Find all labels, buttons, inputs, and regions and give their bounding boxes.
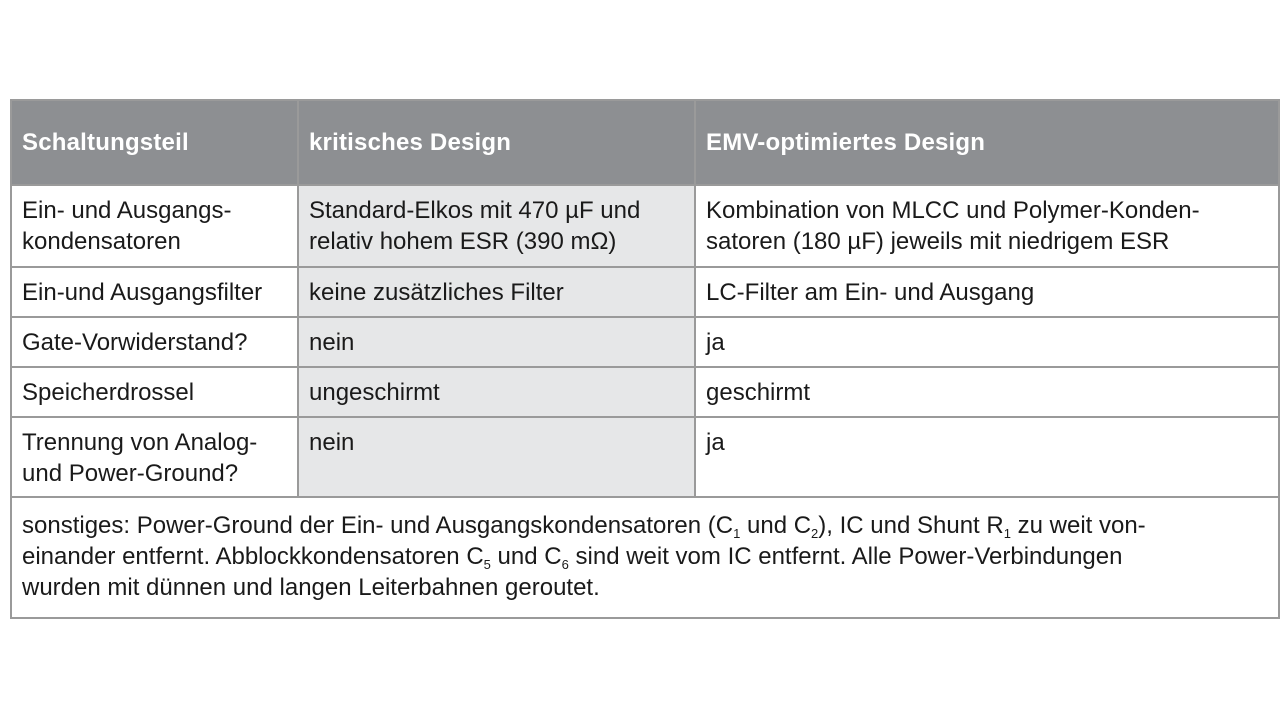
header-emv-optimiertes-design: EMV-optimiertes Design — [695, 100, 1279, 185]
cell-optimized: ja — [695, 417, 1279, 497]
cell-optimized: LC-Filter am Ein- und Ausgang — [695, 267, 1279, 317]
note-row — [11, 497, 1279, 618]
cell-critical: nein — [298, 417, 695, 497]
header-schaltungsteil: Schaltungsteil — [11, 100, 298, 185]
cell-critical: keine zusätzliches Filter — [298, 267, 695, 317]
cell-part: Ein-und Ausgangsfilter — [11, 267, 298, 317]
comparison-table — [10, 99, 1280, 619]
cell-part: Ein- und Ausgangs- kondensatoren — [11, 185, 298, 267]
table-row — [11, 367, 1279, 417]
note-line-1: sonstiges: Power-Ground der Ein- und Ausgangskondensatoren ($C_1$ und $C_2$), IC und Shunt $R_1$ zu weit von- — [22, 512, 1146, 541]
table-header-row — [11, 100, 1279, 185]
table-row — [11, 417, 1279, 497]
cell-critical: Standard-Elkos mit 470 µF und relativ hohem ESR (390 mΩ) — [298, 185, 695, 267]
cell-part: Speicherdrossel — [11, 367, 298, 417]
cell-optimized: geschirmt — [695, 367, 1279, 417]
table-row — [11, 317, 1279, 367]
note-cell — [11, 497, 1279, 618]
note-line-3: wurden mit dünnen und langen Leiterbahnen geroutet. — [22, 574, 600, 601]
header-kritisches-design: kritisches Design — [298, 100, 695, 185]
cell-optimized: Kombination von MLCC und Polymer-Konden- satoren (180 µF) jeweils mit niedrigem ESR — [695, 185, 1279, 267]
cell-part: Gate-Vorwiderstand? — [11, 317, 298, 367]
note-line-2: einander entfernt. Abblockkondensatoren $C_5$ und $C_6$ sind weit vom IC entfernt. Alle Power-Verbindungen — [22, 543, 1123, 572]
cell-critical: nein — [298, 317, 695, 367]
cell-critical: ungeschirmt — [298, 367, 695, 417]
table-row — [11, 185, 1279, 267]
cell-part: Trennung von Analog- und Power-Ground? — [11, 417, 298, 497]
table-row — [11, 267, 1279, 317]
cell-optimized: ja — [695, 317, 1279, 367]
